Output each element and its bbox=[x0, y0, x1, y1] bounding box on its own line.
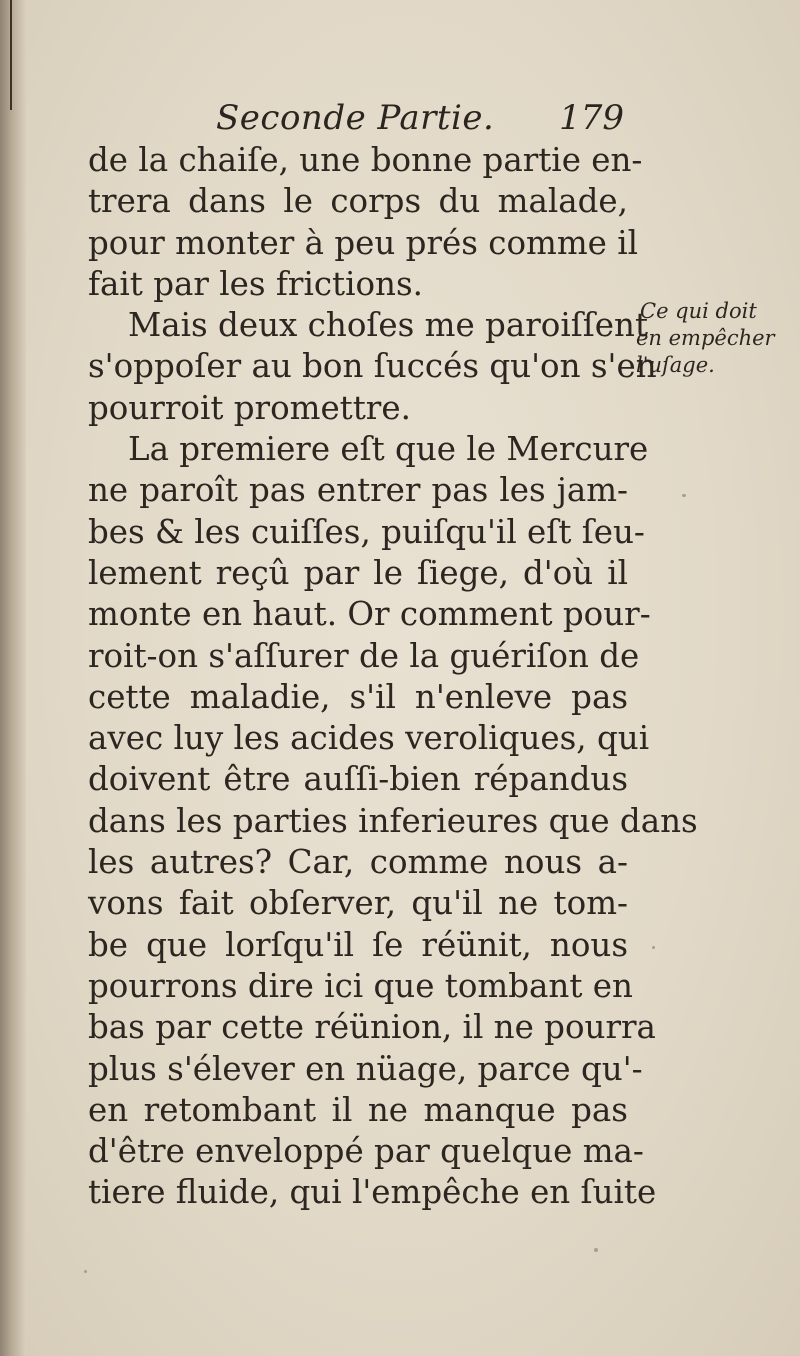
margin-note-line: l'uſage. bbox=[636, 353, 715, 377]
text-line: vons fait obſerver, qu'il ne tom- bbox=[88, 884, 628, 923]
text-line: s'oppoſer au bon ſuccés qu'on s'en bbox=[88, 347, 657, 386]
text-line: plus s'élever en nüage, parce qu'- bbox=[88, 1049, 643, 1088]
page-number: 179 bbox=[559, 98, 624, 138]
margin-note bbox=[636, 298, 796, 379]
text-line: lement reçû par le ſiege, d'où il bbox=[88, 553, 628, 592]
text-line: tiere fluide, qui l'empêche en ſuite bbox=[88, 1173, 657, 1212]
paragraph-start: La premiere eſt que le Mercure bbox=[128, 430, 649, 469]
binding-edge bbox=[10, 0, 12, 110]
margin-note-line: en empêcher bbox=[636, 326, 775, 350]
text-line: doivent être auſſi-bien répandus bbox=[88, 760, 628, 799]
text-line: monte en haut. Or comment pour- bbox=[88, 595, 651, 634]
text-line: roit-on s'aſſurer de la guériſon de bbox=[88, 636, 640, 675]
paragraph-start: Mais deux choſes me paroiſſent bbox=[128, 306, 648, 345]
text-line: pourroit promettre. bbox=[88, 388, 411, 427]
text-line: pour monter à peu prés comme il bbox=[88, 223, 638, 262]
text-line: be que lorſqu'il ſe réünit, nous bbox=[88, 925, 628, 964]
text-line: pourrons dire ici que tombant en bbox=[88, 966, 633, 1005]
text-line: bas par cette réünion, il ne pourra bbox=[88, 1008, 656, 1047]
text-line: cette maladie, s'il n'enleve pas bbox=[88, 677, 628, 716]
binding-gutter bbox=[0, 0, 26, 1356]
text-line: les autres? Car, comme nous a- bbox=[88, 843, 628, 882]
paper-speck bbox=[594, 1248, 598, 1252]
paper-speck bbox=[652, 946, 655, 949]
text-line: fait par les frictions. bbox=[88, 264, 423, 303]
text-line: de la chaiſe, une bonne partie en- bbox=[88, 141, 643, 179]
paper-speck bbox=[682, 494, 686, 497]
margin-note-line: Ce qui doit bbox=[640, 299, 757, 323]
text-line: dans les parties inferieures que dans bbox=[88, 801, 698, 840]
page-header bbox=[88, 98, 628, 140]
paper-speck bbox=[84, 1270, 87, 1273]
running-head: Seconde Partie. bbox=[216, 98, 495, 138]
text-line: avec luy les acides veroliques, qui bbox=[88, 719, 650, 758]
text-line: trera dans le corps du malade, bbox=[88, 182, 628, 221]
text-line: ne paroît pas entrer pas les jam- bbox=[88, 471, 628, 510]
text-line: bes & les cuiſſes, puiſqu'il eſt ſeu- bbox=[88, 512, 645, 551]
text-line: d'être enveloppé par quelque ma- bbox=[88, 1132, 644, 1171]
text-line: en retombant il ne manque pas bbox=[88, 1090, 628, 1129]
